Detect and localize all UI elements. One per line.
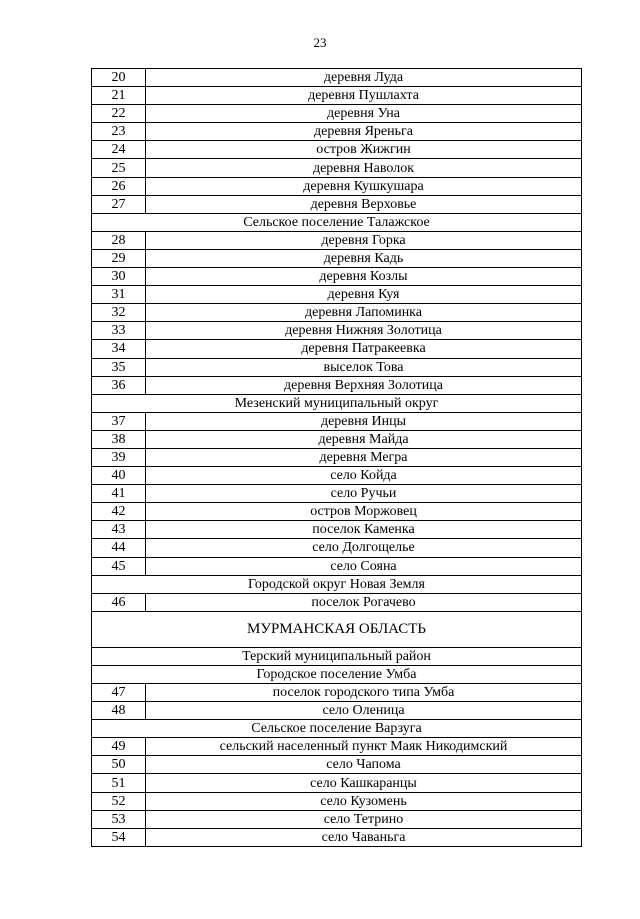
table-row	[92, 702, 582, 720]
row-number: 20	[92, 69, 146, 87]
settlement-name: деревня Кадь	[146, 249, 582, 267]
row-number: 37	[92, 412, 146, 430]
row-number: 41	[92, 485, 146, 503]
settlement-name: село Чапома	[146, 756, 582, 774]
table-row	[92, 87, 582, 105]
settlement-name: деревня Наволок	[146, 159, 582, 177]
table-row	[92, 195, 582, 213]
row-number: 35	[92, 358, 146, 376]
settlement-name: деревня Инцы	[146, 412, 582, 430]
settlement-name: деревня Козлы	[146, 268, 582, 286]
row-number: 36	[92, 376, 146, 394]
row-number: 44	[92, 539, 146, 557]
row-number: 52	[92, 792, 146, 810]
row-number: 29	[92, 249, 146, 267]
table-row	[92, 430, 582, 448]
row-number: 31	[92, 286, 146, 304]
row-number: 45	[92, 557, 146, 575]
settlement-name: поселок Рогачево	[146, 593, 582, 611]
row-number: 30	[92, 268, 146, 286]
row-number: 24	[92, 141, 146, 159]
row-number: 42	[92, 503, 146, 521]
table-row	[92, 539, 582, 557]
settlement-name: село Сояна	[146, 557, 582, 575]
table-row	[92, 810, 582, 828]
settlement-name: деревня Лапоминка	[146, 304, 582, 322]
section-heading: Городской округ Новая Земля	[92, 575, 582, 593]
row-number: 27	[92, 195, 146, 213]
table-row	[92, 376, 582, 394]
settlement-name: деревня Верховье	[146, 195, 582, 213]
section-header-row	[92, 647, 582, 665]
settlement-name: деревня Патракеевка	[146, 340, 582, 358]
table-row	[92, 177, 582, 195]
settlement-name: деревня Луда	[146, 69, 582, 87]
table-row	[92, 123, 582, 141]
settlement-name: деревня Мегра	[146, 448, 582, 466]
section-heading: Сельское поселение Талажское	[92, 213, 582, 231]
row-number: 34	[92, 340, 146, 358]
settlement-name: деревня Уна	[146, 105, 582, 123]
settlement-name: село Койда	[146, 467, 582, 485]
settlement-name: деревня Верхняя Золотица	[146, 376, 582, 394]
table-row	[92, 231, 582, 249]
settlement-name: поселок Каменка	[146, 521, 582, 539]
table-row	[92, 412, 582, 430]
table-row	[92, 141, 582, 159]
settlement-name: деревня Кушкушара	[146, 177, 582, 195]
settlement-name: село Кашкаранцы	[146, 774, 582, 792]
table-row	[92, 792, 582, 810]
settlement-name: деревня Пушлахта	[146, 87, 582, 105]
table-row	[92, 756, 582, 774]
settlement-name: село Тетрино	[146, 810, 582, 828]
table-row	[92, 738, 582, 756]
row-number: 38	[92, 430, 146, 448]
row-number: 50	[92, 756, 146, 774]
table-row	[92, 249, 582, 267]
section-heading: Сельское поселение Варзуга	[92, 720, 582, 738]
table-row	[92, 503, 582, 521]
table-row	[92, 485, 582, 503]
row-number: 25	[92, 159, 146, 177]
settlements-table-body	[92, 69, 582, 847]
settlement-name: село Ручьи	[146, 485, 582, 503]
row-number: 28	[92, 231, 146, 249]
table-row	[92, 593, 582, 611]
row-number: 40	[92, 467, 146, 485]
settlement-name: остров Жижгин	[146, 141, 582, 159]
settlement-name: село Долгощелье	[146, 539, 582, 557]
section-heading: Мезенский муниципальный округ	[92, 394, 582, 412]
section-header-row	[92, 394, 582, 412]
table-row	[92, 521, 582, 539]
row-number: 43	[92, 521, 146, 539]
section-header-row	[92, 665, 582, 683]
settlement-name: остров Моржовец	[146, 503, 582, 521]
region-header-row	[92, 611, 582, 647]
table-row	[92, 105, 582, 123]
row-number: 48	[92, 702, 146, 720]
table-row	[92, 340, 582, 358]
row-number: 26	[92, 177, 146, 195]
table-row	[92, 322, 582, 340]
region-heading: МУРМАНСКАЯ ОБЛАСТЬ	[92, 611, 582, 647]
table-row	[92, 286, 582, 304]
table-row	[92, 159, 582, 177]
section-heading: Терский муниципальный район	[92, 647, 582, 665]
row-number: 33	[92, 322, 146, 340]
section-header-row	[92, 720, 582, 738]
settlement-name: деревня Яреньга	[146, 123, 582, 141]
settlement-name: выселок Това	[146, 358, 582, 376]
row-number: 23	[92, 123, 146, 141]
settlements-table	[91, 68, 582, 847]
settlement-name: село Кузомень	[146, 792, 582, 810]
row-number: 22	[92, 105, 146, 123]
settlement-name: поселок городского типа Умба	[146, 684, 582, 702]
settlement-name: деревня Горка	[146, 231, 582, 249]
table-row	[92, 684, 582, 702]
settlement-name: село Чаваньга	[146, 828, 582, 846]
table-row	[92, 557, 582, 575]
table-row	[92, 467, 582, 485]
settlement-name: деревня Майда	[146, 430, 582, 448]
settlement-name: сельский населенный пункт Маяк Никодимский	[146, 738, 582, 756]
settlement-name: село Оленица	[146, 702, 582, 720]
settlement-name: деревня Нижняя Золотица	[146, 322, 582, 340]
row-number: 49	[92, 738, 146, 756]
row-number: 54	[92, 828, 146, 846]
table-row	[92, 358, 582, 376]
section-header-row	[92, 575, 582, 593]
row-number: 53	[92, 810, 146, 828]
table-row	[92, 828, 582, 846]
row-number: 51	[92, 774, 146, 792]
row-number: 47	[92, 684, 146, 702]
table-row	[92, 69, 582, 87]
table-row	[92, 448, 582, 466]
page-number: 23	[313, 35, 327, 50]
row-number: 39	[92, 448, 146, 466]
row-number: 32	[92, 304, 146, 322]
table-row	[92, 304, 582, 322]
row-number: 21	[92, 87, 146, 105]
section-header-row	[92, 213, 582, 231]
table-row	[92, 774, 582, 792]
section-heading: Городское поселение Умба	[92, 665, 582, 683]
row-number: 46	[92, 593, 146, 611]
settlement-name: деревня Куя	[146, 286, 582, 304]
table-row	[92, 268, 582, 286]
